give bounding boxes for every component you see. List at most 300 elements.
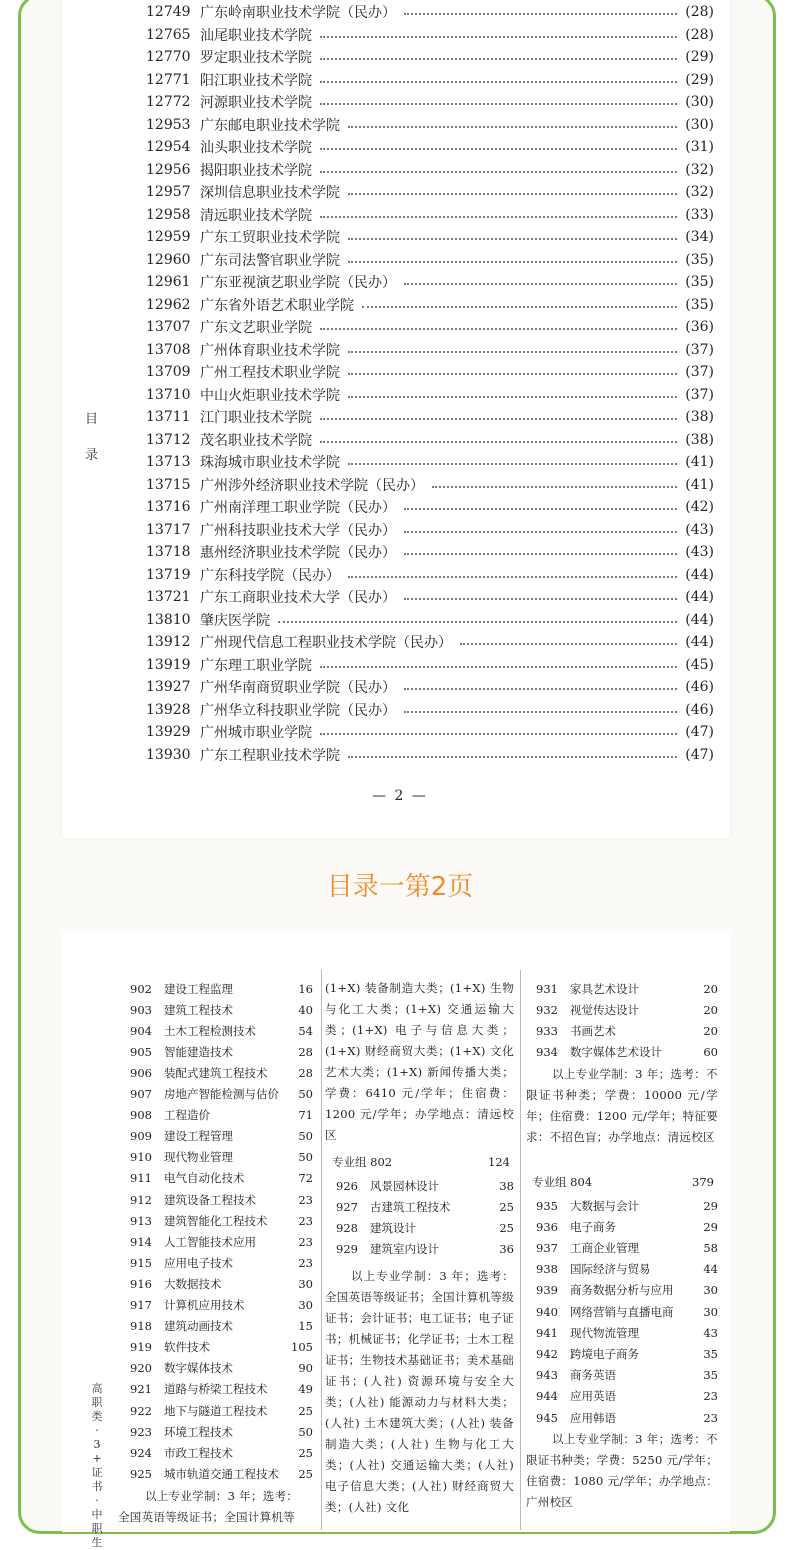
side-label-mu: 目 <box>85 412 99 427</box>
major-code: 929 <box>336 1242 358 1257</box>
group-count: 124 <box>488 1154 510 1169</box>
major-row <box>130 1295 313 1316</box>
toc-school-name: 清远职业技术学院 <box>200 207 312 224</box>
major-row <box>130 1168 313 1189</box>
toc-school-name: 惠州经济职业技术学院（民办） <box>200 545 396 561</box>
toc-entry <box>146 226 714 248</box>
group-802-header <box>332 1151 510 1172</box>
major-name: 家具艺术设计 <box>570 981 639 996</box>
major-name: 环境工程技术 <box>164 1424 233 1439</box>
toc-leader-dots <box>320 441 677 443</box>
toc-school-name: 河源职业技术学院 <box>200 95 312 111</box>
toc-leader-dots <box>404 598 677 600</box>
toc-leader-dots <box>404 711 677 713</box>
major-code: 924 <box>130 1445 152 1460</box>
major-name: 国际经济与贸易 <box>570 1262 651 1277</box>
toc-leader-dots <box>320 216 677 218</box>
vertical-label-char: 类 <box>91 1410 103 1423</box>
major-row <box>536 1259 718 1280</box>
col2-intro: (1+X) 装备制造大类；(1+X) 生物与化工大类；(1+X) 交通运输大类；(1+X) 电子与信息大类；(1+X) 财经商贸大类；(1+X) 文化艺术大类；(1+X) 新闻传播大类；学费：6410 元/学年；住宿费：1200 元/学年；办学地点：清远校区 <box>325 981 514 1142</box>
toc-school-name: 广州科技职业技术大学（民办） <box>200 522 396 539</box>
toc-page-ref: (28) <box>685 26 714 43</box>
toc-entry <box>146 496 714 518</box>
major-name: 现代物流管理 <box>570 1325 639 1340</box>
major-name: 建筑室内设计 <box>370 1242 439 1257</box>
major-count: 30 <box>298 1276 313 1291</box>
major-count: 15 <box>298 1319 313 1334</box>
toc-leader-dots <box>404 508 677 510</box>
major-code: 921 <box>130 1382 152 1397</box>
major-count: 35 <box>703 1368 718 1383</box>
major-code: 911 <box>130 1171 152 1186</box>
group-label: 专业组 804 <box>532 1174 593 1189</box>
toc-school-name: 广州工程技术职业学院 <box>200 365 340 381</box>
major-count: 50 <box>298 1150 313 1165</box>
toc-leader-dots <box>404 531 677 533</box>
toc-entry <box>146 451 714 473</box>
major-count: 20 <box>703 981 718 996</box>
toc-entry <box>146 474 714 496</box>
vertical-label-char: 生 <box>91 1536 103 1549</box>
major-code: 905 <box>130 1044 152 1059</box>
major-name: 市政工程技术 <box>164 1445 233 1460</box>
toc-school-name: 广州华南商贸职业学院（民办） <box>200 680 396 696</box>
vertical-label-char: 高 <box>91 1382 103 1395</box>
toc-school-name: 广东邮电职业技术学院 <box>200 117 340 134</box>
toc-entry <box>146 609 714 631</box>
major-count: 54 <box>298 1023 313 1038</box>
major-row <box>536 1386 718 1407</box>
toc-school-name: 揭阳职业技术学院 <box>200 162 312 179</box>
major-count: 23 <box>298 1213 313 1228</box>
toc-code: 13929 <box>146 724 191 740</box>
major-row <box>130 1041 313 1062</box>
major-count: 29 <box>703 1219 718 1234</box>
toc-code: 13711 <box>146 409 191 425</box>
major-name: 地下与隧道工程技术 <box>164 1403 268 1418</box>
toc-leader-dots <box>320 171 677 173</box>
toc-school-name: 广东岭南职业技术学院（民办） <box>200 5 396 21</box>
toc-entry <box>146 159 714 181</box>
toc-entry <box>146 631 714 653</box>
major-code: 902 <box>130 981 152 996</box>
major-code: 916 <box>130 1276 152 1291</box>
toc-leader-dots <box>320 148 677 150</box>
toc-entry <box>146 519 714 541</box>
major-row <box>336 1239 514 1260</box>
toc-code: 13927 <box>146 679 191 695</box>
major-name: 应用韩语 <box>570 1410 616 1425</box>
toc-code: 13718 <box>146 544 191 560</box>
toc-page-ref: (42) <box>685 499 714 515</box>
toc-school-name: 广州涉外经济职业技术学院（民办） <box>200 477 424 494</box>
toc-school-name: 珠海城市职业技术学院 <box>200 455 340 471</box>
toc-code: 13928 <box>146 701 191 718</box>
major-name: 电子商务 <box>570 1219 616 1234</box>
major-row <box>130 1062 313 1083</box>
toc-code: 13715 <box>146 476 191 493</box>
major-row <box>130 1358 313 1379</box>
group-label: 专业组 802 <box>332 1154 393 1169</box>
major-code: 923 <box>130 1424 152 1439</box>
major-code: 915 <box>130 1255 152 1270</box>
toc-leader-dots <box>404 688 677 690</box>
toc-school-name: 广州华立科技职业学院（民办） <box>200 702 396 719</box>
toc-school-name: 中山火炬职业技术学院 <box>200 387 340 404</box>
toc-code: 13710 <box>146 386 191 403</box>
major-row <box>536 1237 718 1258</box>
toc-entry <box>146 1 714 23</box>
major-row <box>536 1343 718 1364</box>
major-name: 现代物业管理 <box>164 1150 233 1165</box>
toc-code: 13912 <box>146 634 191 650</box>
toc-code: 12958 <box>146 206 191 223</box>
major-code: 914 <box>130 1234 152 1249</box>
toc-school-name: 汕头职业技术学院 <box>200 140 312 156</box>
major-row <box>536 1195 718 1216</box>
toc-code: 13719 <box>146 566 191 583</box>
toc-code: 13712 <box>146 431 191 448</box>
toc-school-name: 广东工商职业技术大学（民办） <box>200 590 396 606</box>
toc-entry <box>146 699 714 721</box>
major-count: 25 <box>298 1466 313 1481</box>
major-code: 940 <box>536 1304 558 1319</box>
major-count: 30 <box>703 1283 718 1298</box>
toc-page-ref: (28) <box>685 4 714 20</box>
major-count: 90 <box>298 1361 313 1376</box>
toc-entry <box>146 91 714 113</box>
toc-code: 12772 <box>146 94 191 110</box>
vertical-label-char: 书 <box>91 1480 103 1493</box>
toc-code: 12954 <box>146 139 191 155</box>
major-code: 918 <box>130 1319 152 1334</box>
major-code: 931 <box>536 981 558 996</box>
major-row <box>130 1210 313 1231</box>
toc-page-ref: (46) <box>685 701 714 718</box>
toc-page-ref: (37) <box>685 386 714 403</box>
major-name: 建筑动画技术 <box>164 1319 233 1334</box>
major-name: 智能建造技术 <box>164 1044 233 1059</box>
major-code: 904 <box>130 1023 152 1038</box>
toc-entry <box>146 564 714 586</box>
toc-leader-dots <box>278 621 677 623</box>
major-row <box>130 1337 313 1358</box>
toc-school-name: 罗定职业技术学院 <box>200 50 312 66</box>
major-count: 25 <box>499 1221 514 1236</box>
major-name: 数字媒体艺术设计 <box>570 1045 662 1060</box>
toc-entry <box>146 46 714 68</box>
major-row <box>130 1020 313 1041</box>
major-row <box>130 1084 313 1105</box>
toc-leader-dots <box>348 193 677 195</box>
major-row <box>536 1365 718 1386</box>
major-name: 风景园林设计 <box>370 1178 439 1193</box>
major-name: 软件技术 <box>164 1340 210 1355</box>
toc-code: 12957 <box>146 184 191 200</box>
vertical-label-char: 证 <box>91 1466 103 1479</box>
major-code: 944 <box>536 1389 558 1404</box>
vertical-label-char: · <box>95 1424 99 1437</box>
major-count: 29 <box>703 1198 718 1213</box>
toc-leader-dots <box>348 463 677 465</box>
major-code: 943 <box>536 1368 558 1383</box>
major-count: 28 <box>298 1065 313 1080</box>
major-code: 920 <box>130 1361 152 1376</box>
major-name: 土木工程检测技术 <box>164 1023 256 1038</box>
major-row <box>130 1421 313 1442</box>
column-divider <box>520 970 521 1530</box>
toc-leader-dots <box>320 418 677 420</box>
major-code: 942 <box>536 1346 558 1361</box>
toc-code: 13709 <box>146 364 191 380</box>
major-code: 908 <box>130 1108 152 1123</box>
major-count: 23 <box>298 1255 313 1270</box>
major-code: 926 <box>336 1178 358 1193</box>
toc-leader-dots <box>362 306 677 308</box>
vertical-label-char: · <box>95 1494 99 1507</box>
toc-leader-dots <box>320 328 677 330</box>
toc-school-name: 广州体育职业技术学院 <box>200 342 340 359</box>
major-name: 人工智能技术应用 <box>164 1234 256 1249</box>
major-row <box>536 1042 718 1063</box>
major-name: 应用电子技术 <box>164 1255 233 1270</box>
major-code: 925 <box>130 1466 152 1481</box>
major-code: 935 <box>536 1198 558 1213</box>
major-row <box>130 1463 313 1484</box>
toc-page-ref: (35) <box>685 296 714 313</box>
toc-entry <box>146 676 714 698</box>
toc-entry <box>146 114 714 136</box>
toc-school-name: 广东工程职业技术学院 <box>200 747 340 764</box>
toc-leader-dots <box>404 553 677 555</box>
toc-entry <box>146 541 714 563</box>
toc-leader-dots <box>404 283 677 285</box>
major-name: 工程造价 <box>164 1108 210 1123</box>
toc-entry <box>146 316 714 338</box>
toc-entry <box>146 384 714 406</box>
major-name: 应用英语 <box>570 1389 616 1404</box>
toc-entry <box>146 721 714 743</box>
major-name: 书画艺术 <box>570 1024 616 1039</box>
toc-page-ref: (32) <box>685 161 714 178</box>
major-row <box>130 1252 313 1273</box>
toc-school-name: 广州现代信息工程职业技术学院（民办） <box>200 635 452 651</box>
toc-code: 13707 <box>146 319 191 335</box>
toc-page-ref: (37) <box>685 364 714 380</box>
major-row <box>130 1379 313 1400</box>
major-row <box>130 1231 313 1252</box>
toc-leader-dots <box>348 261 677 263</box>
major-count: 30 <box>298 1298 313 1312</box>
toc-entry <box>146 339 714 361</box>
toc-school-name: 广东理工职业学院 <box>200 657 312 674</box>
group-804-header <box>532 1171 714 1192</box>
major-code: 907 <box>130 1087 152 1101</box>
toc-code: 13810 <box>146 611 191 628</box>
major-row <box>130 1189 313 1210</box>
vertical-label-char: + <box>92 1452 102 1465</box>
toc-code: 13717 <box>146 521 191 538</box>
toc-leader-dots <box>348 351 677 353</box>
major-name: 建筑工程技术 <box>164 1002 233 1017</box>
toc-leader-dots <box>320 36 677 38</box>
major-row <box>536 1021 718 1042</box>
major-count: 35 <box>703 1346 718 1361</box>
toc-entry <box>146 654 714 676</box>
major-name: 电气自动化技术 <box>164 1171 245 1186</box>
vertical-label-char: 职 <box>91 1522 103 1535</box>
major-count: 72 <box>298 1171 313 1186</box>
toc-leader-dots <box>348 756 677 758</box>
major-code: 927 <box>336 1199 358 1214</box>
major-name: 房地产智能检测与估价 <box>164 1087 279 1101</box>
major-code: 903 <box>130 1002 152 1017</box>
major-row <box>130 1273 313 1294</box>
major-count: 43 <box>703 1325 718 1340</box>
toc-leader-dots <box>348 126 677 128</box>
major-name: 建设工程管理 <box>164 1129 233 1144</box>
toc-leader-dots <box>348 373 677 375</box>
col2-note: 以上专业学制：3 年；选考：全国英语等级证书；全国计算机等级证书；会计证书；电工证书；电子证书；机械证书；化学证书；土木工程证书；生物技术基础证书；美术基础证书；(人社) 资源环境与安全大类；(人社) 能源动力与材料大类；(人社) 土木建筑大类；(人社) 装备制造大类；(人社) 生物与化工大类；(人社) 交通运输大类；(人社) 电子信息大类；(人社) 财经商贸大类；(人社) 文化 <box>325 1269 514 1514</box>
major-count: 30 <box>703 1304 718 1319</box>
toc-school-name: 茂名职业技术学院 <box>200 432 312 449</box>
toc-leader-dots <box>348 396 677 398</box>
col3-note-b: 以上专业学制：3 年；选考：不限证书种类；学费：5250 元/学年；住宿费：1080 元/学年；办学地点：广州校区 <box>526 1432 718 1509</box>
toc-page-ref: (44) <box>685 611 714 628</box>
toc-school-name: 阳江职业技术学院 <box>200 72 312 89</box>
major-code: 913 <box>130 1213 152 1228</box>
toc-page-ref: (30) <box>685 94 714 110</box>
toc-code: 12765 <box>146 26 191 43</box>
toc-school-name: 肇庆医学院 <box>200 612 270 629</box>
major-code: 939 <box>536 1283 558 1298</box>
toc-page-ref: (43) <box>685 544 714 560</box>
major-count: 23 <box>298 1234 313 1249</box>
major-code: 928 <box>336 1221 358 1236</box>
major-code: 941 <box>536 1325 558 1340</box>
major-code: 906 <box>130 1065 152 1080</box>
major-row <box>130 978 313 999</box>
toc-school-name: 广东省外语艺术职业学院 <box>200 297 354 314</box>
major-row <box>336 1218 514 1239</box>
major-code: 919 <box>130 1340 152 1355</box>
major-name: 视觉传达设计 <box>570 1002 639 1017</box>
major-code: 937 <box>536 1240 558 1255</box>
vertical-label-char: 3 <box>93 1438 101 1451</box>
toc-code: 13713 <box>146 454 191 470</box>
major-count: 50 <box>298 1129 313 1144</box>
toc-page-ref: (29) <box>685 49 714 65</box>
major-name: 建设工程监理 <box>164 981 233 996</box>
toc-school-name: 广东司法警官职业学院 <box>200 252 340 269</box>
toc-page-ref: (44) <box>685 634 714 650</box>
toc-page-ref: (35) <box>685 274 714 290</box>
toc-leader-dots <box>432 486 677 488</box>
toc-page-ref: (34) <box>685 229 714 245</box>
major-count: 71 <box>298 1108 313 1123</box>
major-name: 计算机应用技术 <box>164 1298 245 1312</box>
major-name: 网络营销与直播电商 <box>570 1304 674 1319</box>
major-row <box>536 1322 718 1343</box>
major-name: 大数据技术 <box>164 1276 222 1291</box>
col1-note-line2: 全国英语等级证书；全国计算机等 <box>118 1510 295 1524</box>
major-code: 932 <box>536 1002 558 1017</box>
toc-school-name: 广东工贸职业技术学院 <box>200 230 340 246</box>
toc-code: 12959 <box>146 229 191 245</box>
major-name: 商务数据分析与应用 <box>570 1283 674 1298</box>
toc-page-ref: (35) <box>685 251 714 268</box>
major-count: 25 <box>298 1403 313 1418</box>
major-row <box>130 1316 313 1337</box>
toc-code: 12953 <box>146 116 191 133</box>
major-count: 20 <box>703 1002 718 1017</box>
major-row <box>130 999 313 1020</box>
major-name: 装配式建筑工程技术 <box>164 1065 268 1080</box>
major-code: 922 <box>130 1403 152 1418</box>
toc-page-ref: (29) <box>685 71 714 88</box>
major-row <box>130 1126 313 1147</box>
major-code: 934 <box>536 1045 558 1060</box>
toc-entry <box>146 744 714 766</box>
toc-code: 13708 <box>146 341 191 358</box>
major-count: 23 <box>298 1192 313 1207</box>
major-count: 28 <box>298 1044 313 1059</box>
side-label-lu: 录 <box>85 448 99 463</box>
toc-entry <box>146 69 714 91</box>
major-name: 建筑设计 <box>370 1221 416 1236</box>
major-name: 跨境电子商务 <box>570 1346 639 1361</box>
toc-page-ref: (37) <box>685 341 714 358</box>
major-count: 50 <box>298 1087 313 1101</box>
toc-page-ref: (43) <box>685 521 714 538</box>
toc-leader-dots <box>348 238 677 240</box>
toc-school-name: 广州南洋理工职业学院（民办） <box>200 500 396 516</box>
toc-page-ref: (45) <box>685 656 714 673</box>
major-name: 数字媒体技术 <box>164 1361 233 1376</box>
major-count: 16 <box>298 981 313 996</box>
major-row <box>536 1280 718 1301</box>
vertical-label-char: 中 <box>91 1508 103 1521</box>
major-count: 38 <box>499 1178 514 1193</box>
toc-entry <box>146 249 714 271</box>
toc-school-name: 广东科技学院（民办） <box>200 567 340 584</box>
major-count: 23 <box>703 1389 718 1404</box>
toc-page-ref: (38) <box>685 409 714 425</box>
major-code: 917 <box>130 1298 152 1312</box>
major-count: 25 <box>298 1445 313 1460</box>
major-row <box>130 1105 313 1126</box>
toc-code: 12962 <box>146 296 191 313</box>
toc-page-ref: (47) <box>685 724 714 740</box>
toc-school-name: 江门职业技术学院 <box>200 410 312 426</box>
toc-entry <box>146 204 714 226</box>
toc-page-ref: (41) <box>685 454 714 470</box>
major-code: 936 <box>536 1219 558 1234</box>
toc-leader-dots <box>320 103 677 105</box>
major-row <box>336 1196 514 1217</box>
major-count: 23 <box>703 1410 718 1425</box>
toc-page-ref: (44) <box>685 566 714 583</box>
toc-code: 12771 <box>146 71 191 88</box>
major-row <box>130 1400 313 1421</box>
toc-code: 12960 <box>146 251 191 268</box>
toc-page-ref: (33) <box>685 206 714 223</box>
major-name: 建筑设备工程技术 <box>164 1192 256 1207</box>
toc-page-ref: (47) <box>685 746 714 763</box>
major-code: 912 <box>130 1192 152 1207</box>
toc-entry <box>146 136 714 158</box>
toc-leader-dots <box>320 733 677 735</box>
